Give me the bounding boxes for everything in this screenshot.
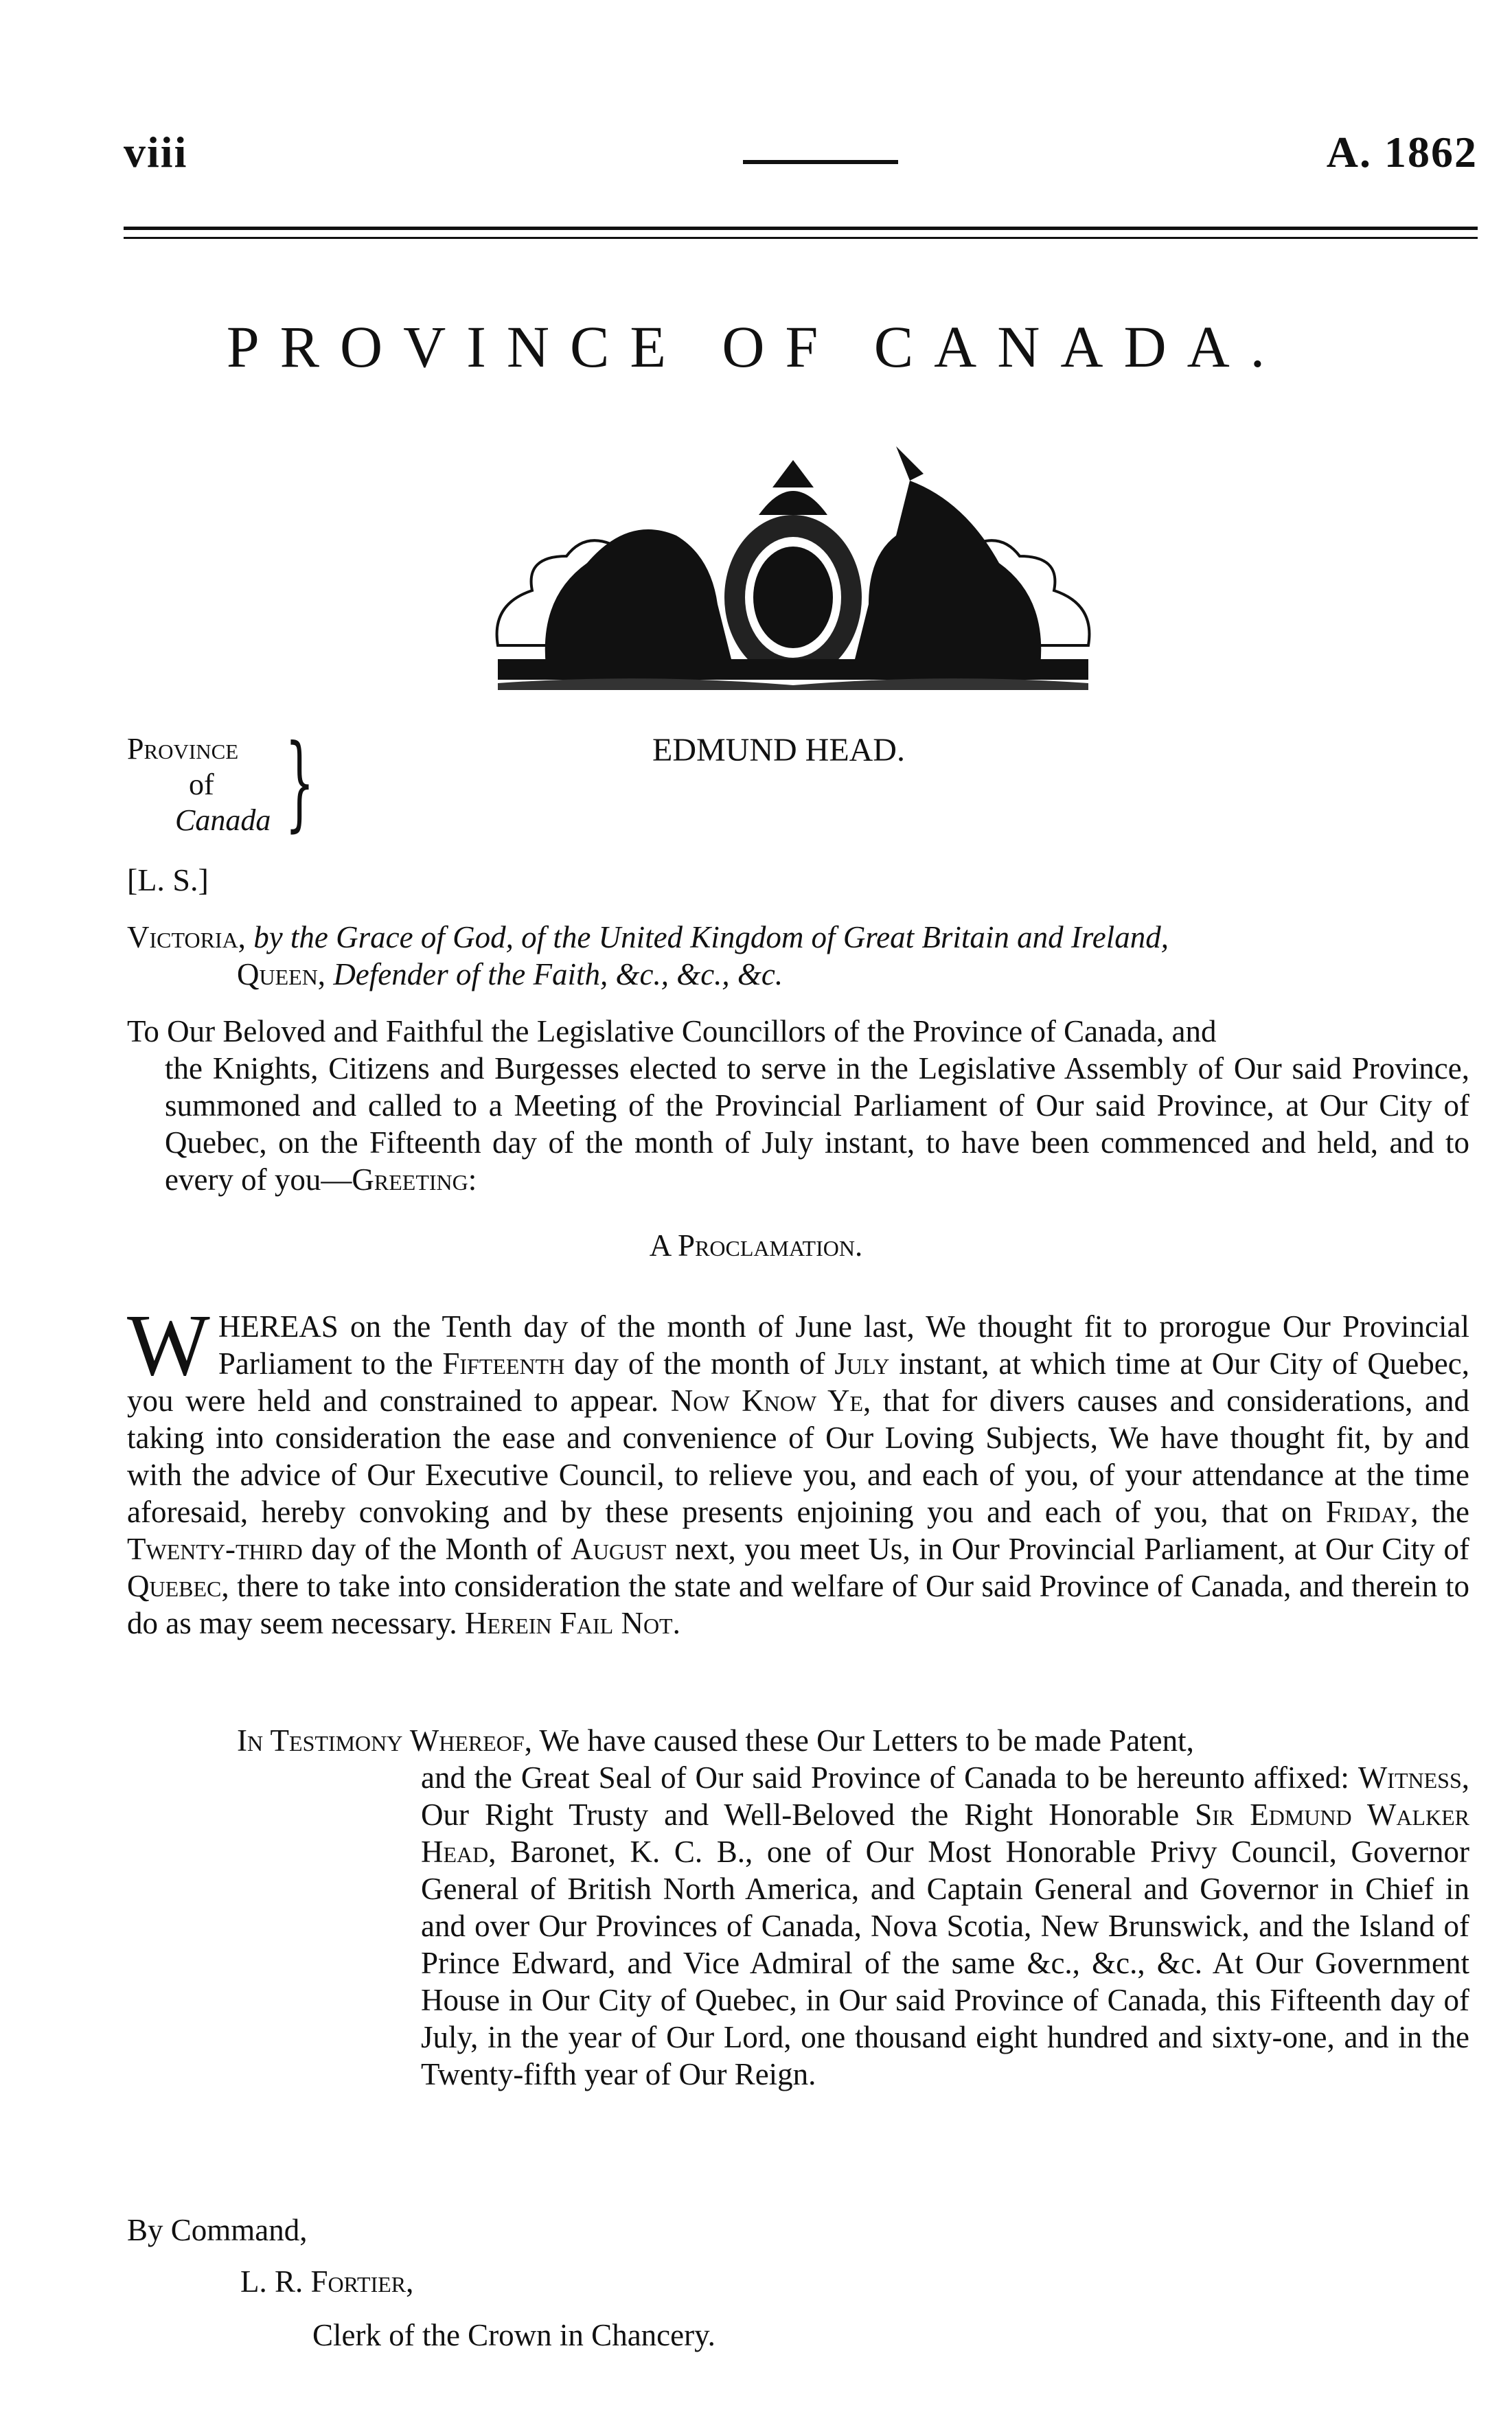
body-quebec: Quebec xyxy=(127,1569,222,1603)
victoria-style-2: Defender of the Faith, &c., &c., &c. xyxy=(325,957,783,991)
seal-mark: [L. S.] xyxy=(127,862,209,897)
body-friday: Friday xyxy=(1325,1495,1411,1529)
address-rest: the Knights, Citizens and Burgesses elected to serve in the Legislative Assembly of Our said Province, summoned and called to a Meeting of the Provincial Parliament of Our said Province, at Our City of Quebec, on the Fifteenth day of the month of July instant, to have been commenced and held, and to every of you— xyxy=(165,1051,1469,1197)
body-fifteenth: Fifteenth xyxy=(442,1346,565,1381)
governor-name: EDMUND HEAD. xyxy=(652,732,905,768)
header-dash xyxy=(743,160,898,164)
body-twenty-third: Twenty-third xyxy=(127,1532,303,1566)
body-now-know-ye: Now Know Ye xyxy=(670,1384,864,1418)
province-word: Province xyxy=(127,732,239,766)
queen-title: Queen, xyxy=(237,957,326,991)
victoria-style-1: by the Grace of God, of the United Kingdom of Great Britain and Ireland, xyxy=(245,920,1169,954)
body-august: August xyxy=(571,1532,667,1566)
page-number: viii xyxy=(124,128,188,176)
body-part-3: instant, at which time at Our City of Quebec, you were held and constrained to appear. xyxy=(127,1346,1469,1418)
royal-arms-emblem xyxy=(484,439,1102,693)
testimony-first: , We have caused these Our Letters to be made Patent, xyxy=(524,1723,1194,1758)
testimony-rest-3: , Baronet, K. C. B., one of Our Most Honorable Privy Council, Governor General of British North America, and Captain General and Governor in Chief in and over Our Provinces of Canada, Nova Scotia, New Brunswick, and the Island of Prince Edward, and Vice Admiral of the same &c., &c., &c. At Our Government House in Our City of Quebec, in Our said Province of Canada, this Fifteenth day of July, in the year of Our Lord, one thousand eight hundred and sixty-one, and in the Twenty-fifth year of Our Reign. xyxy=(421,1835,1469,2091)
curly-brace-icon: } xyxy=(285,723,314,842)
body-herein-fail-not: Herein Fail Not. xyxy=(464,1606,680,1640)
body-part-4: , that for divers causes and considerations, and taking into consideration the ease and convenience of Our Loving Subjects, We have thought fit, by and with the advice of Our Executive Council, to relieve you, and each of you, of your attendance at the time aforesaid, hereby convoking and by these presents enjoining you and each of you, that on xyxy=(127,1384,1469,1529)
page-year: A. 1862 xyxy=(1326,128,1478,176)
by-command: By Command, xyxy=(127,2213,308,2247)
province-label xyxy=(127,731,271,838)
body-part-2: day of the month of xyxy=(564,1346,835,1381)
province-of-word: of xyxy=(189,768,214,801)
body-part-6: day of the Month of xyxy=(302,1532,571,1566)
proclamation-heading: A Proclamation. xyxy=(649,1228,863,1263)
testimony-witness: Witness xyxy=(1358,1760,1462,1795)
testimony-lead: In Testimony Whereof xyxy=(237,1723,525,1758)
testimony-sir: Sir Edmund Walker Head xyxy=(421,1798,1469,1869)
header-rule-thin xyxy=(124,237,1478,239)
clerk-name: L. R. Fortier, xyxy=(240,2264,414,2299)
province-canada-word: Canada xyxy=(175,803,271,837)
address-first-line: To Our Beloved and Faithful the Legislative Councillors of the Province of Canada, and xyxy=(127,1014,1217,1048)
testimony-paragraph xyxy=(237,1722,1469,2093)
testimony-rest-1: and the Great Seal of Our said Province of Canada to be hereunto affixed: xyxy=(421,1760,1358,1795)
drop-cap-letter: W xyxy=(127,1296,210,1394)
proclamation-body xyxy=(127,1296,1470,1642)
victoria-name: Victoria, xyxy=(127,920,246,954)
body-july: July xyxy=(834,1346,890,1381)
clerk-title: Clerk of the Crown in Chancery. xyxy=(312,2318,715,2352)
address-paragraph xyxy=(127,1013,1469,1198)
body-part-1: HEREAS on the Tenth day of the month of June last, We thought fit to prorogue Our Provincial Parliament to the xyxy=(218,1309,1469,1381)
testimony-rest-2: , Our Right Trusty and Well-Beloved the Right Honorable xyxy=(421,1760,1469,1832)
document-title: PROVINCE OF CANADA. xyxy=(226,314,1286,380)
body-part-8: , there to take into consideration the state and welfare of Our said Province of Canada, and therein to do as may seem necessary. xyxy=(127,1569,1469,1640)
address-end: : xyxy=(468,1162,477,1197)
body-part-5: , the xyxy=(1410,1495,1469,1529)
greeting-word: Greeting xyxy=(352,1162,468,1197)
header-rule-thick xyxy=(124,227,1478,230)
body-part-7: next, you meet Us, in Our Provincial Parliament, at Our City of xyxy=(666,1532,1470,1566)
royal-style xyxy=(127,919,1469,993)
